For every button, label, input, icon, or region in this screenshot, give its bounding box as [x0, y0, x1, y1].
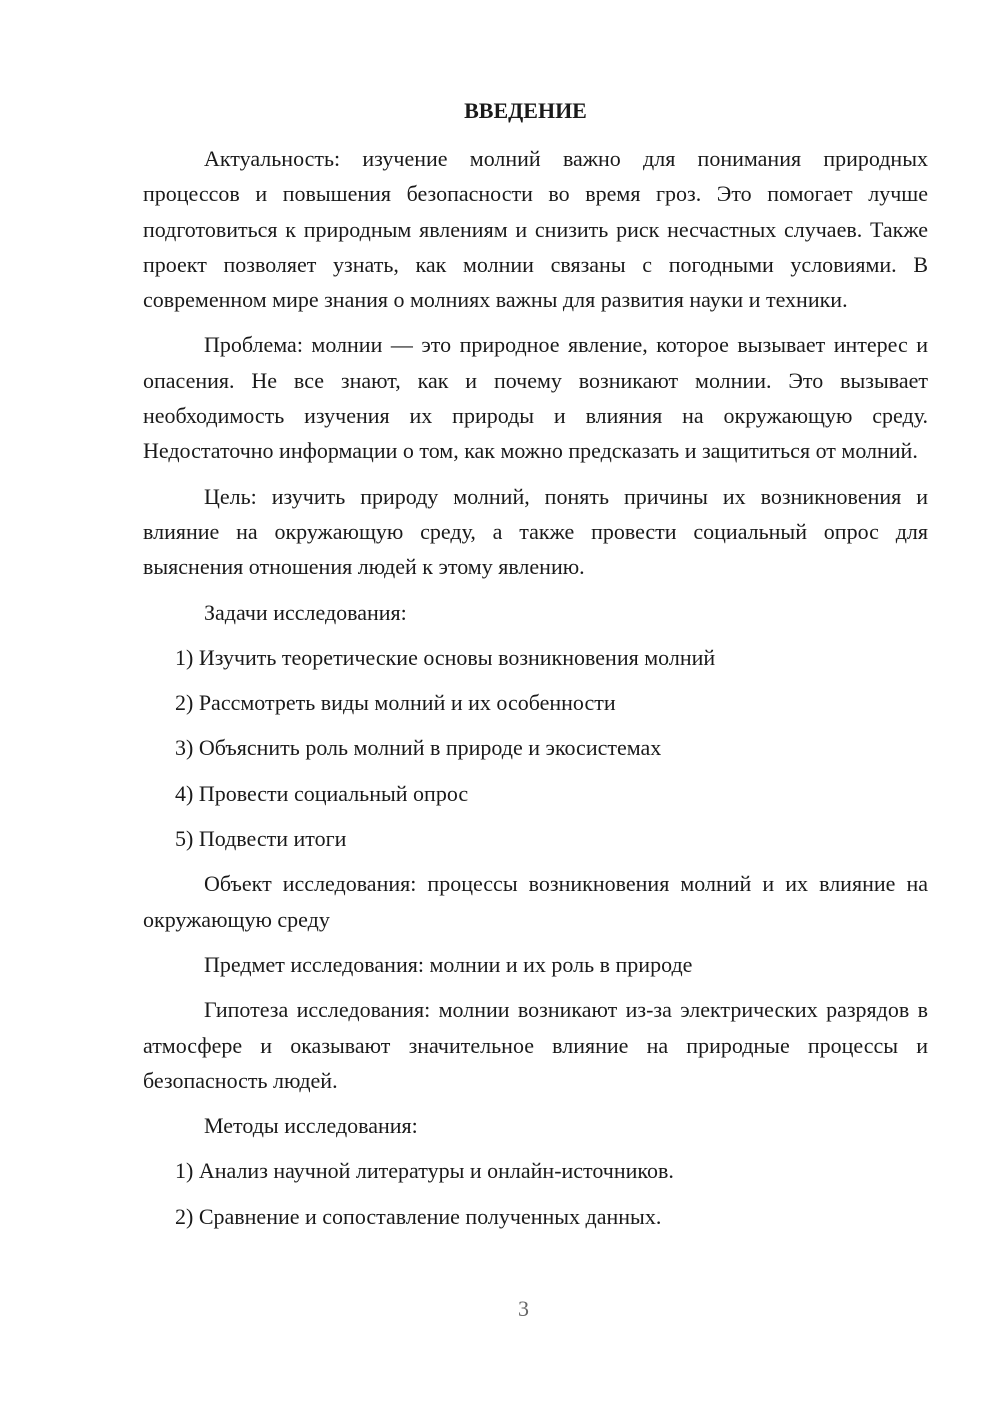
problem-paragraph: Проблема: молнии — это природное явление, которое вызывает интерес и опасения. Не все знают, как и почему возникают молнии. Это вызывает необходимость изучения их природы и влияния на окружающую среду. Недостаточно информации о том, как можно предсказать и защититься от молний.	[143, 332, 928, 464]
page-number: 3	[518, 1296, 529, 1321]
task-item-2: 2) Рассмотреть виды молний и их особенности	[175, 690, 616, 716]
methods-heading: Методы исследования:	[204, 1113, 418, 1139]
task-item-4: 4) Провести социальный опрос	[175, 780, 469, 806]
subject-paragraph: Предмет исследования: молнии и их роль в природе	[204, 951, 693, 977]
object-paragraph: Объект исследования: процессы возникновения молний и их влияние на окружающую среду	[143, 871, 928, 932]
hypothesis-paragraph: Гипотеза исследования: молнии возникают из-за электрических разрядов в атмосфере и оказывают значительное влияние на природные процессы и безопасность людей.	[143, 997, 928, 1093]
method-item-1: 1) Анализ научной литературы и онлайн-источников.	[175, 1158, 674, 1184]
task-item-5: 5) Подвести итоги	[175, 826, 347, 852]
method-item-2: 2) Сравнение и сопоставление полученных данных.	[175, 1203, 662, 1229]
document-page	[143, 0, 928, 1414]
section-title: ВВЕДЕНИЕ	[464, 98, 587, 123]
tasks-heading: Задачи исследования:	[204, 599, 407, 625]
task-item-1: 1) Изучить теоретические основы возникновения молний	[175, 644, 716, 670]
goal-paragraph: Цель: изучить природу молний, понять причины их возникновения и влияние на окружающую среду, а также провести социальный опрос для выяснения отношения людей к этому явлению.	[143, 483, 928, 580]
task-item-3: 3) Объяснить роль молний в природе и экосистемах	[175, 735, 662, 761]
section-body	[143, 141, 928, 1244]
relevance-paragraph: Актуальность: изучение молний важно для понимания природных процессов и повышения безопасности во время гроз. Это помогает лучше подготовиться к природным явлениям и снизить риск несчастных случаев. Также проект позволяет узнать, как молнии связаны с погодными условиями. В современном мире знания о молниях важны для развития науки и техники.	[143, 146, 928, 313]
